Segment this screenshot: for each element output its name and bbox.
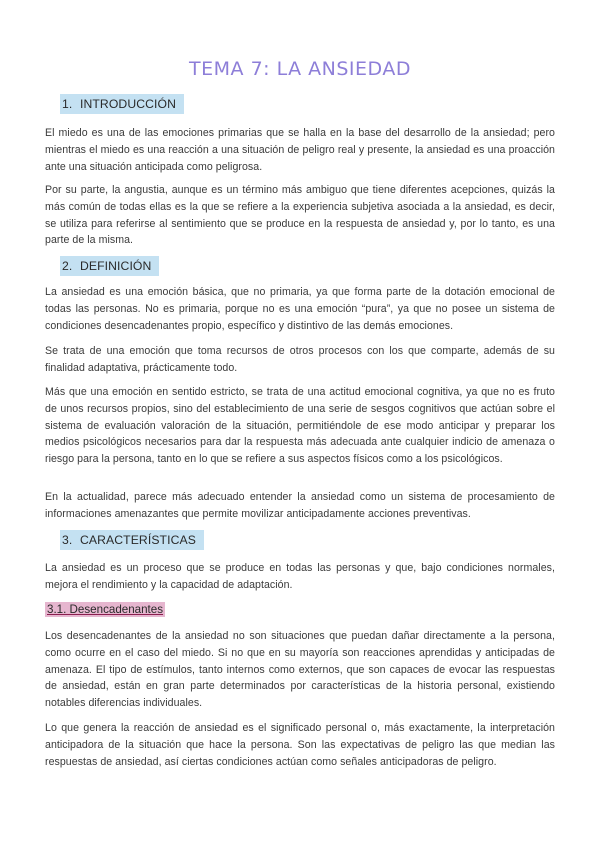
section-heading-caracteristicas <box>60 530 204 550</box>
section-heading-text: CARACTERÍSTICAS <box>80 533 196 547</box>
paragraph: El miedo es una de las emociones primarias que se halla en la base del desarrollo de la ansiedad; pero mientras el miedo es una reacción a una situación de peligro real y presente, la ansiedad es una proacción ante una situación anticipada como peligrosa. <box>45 127 555 173</box>
section-number: 3. <box>62 533 73 547</box>
paragraph: La ansiedad es un proceso que se produce en todas las personas y que, bajo condiciones normales, mejora el rendimiento y la capacidad de adaptación. <box>45 562 555 591</box>
paragraph: Los desencadenantes de la ansiedad no son situaciones que puedan dañar directamente a la persona, como ocurre en el caso del miedo. Si no que en su mayoría son reacciones aprendidas y anticipadas de amenaza. El tipo de estímulos, tanto internos como externos, que son capaces de evocar las respuestas de ansiedad, están en gran parte determinados por características de la historia personal, existiendo notables diferencias individuales. <box>45 630 555 710</box>
paragraph: Lo que genera la reacción de ansiedad es el significado personal o, más exactamente, la interpretación anticipadora de la situación que hace la persona. Son las expectativas de peligro las que median las respuestas de ansiedad, así ciertas condiciones actúan como señales anticipadoras de peligro. <box>45 722 555 768</box>
paragraph: En la actualidad, parece más adecuado entender la ansiedad como un sistema de procesamiento de informaciones amenazantes que permite movilizar anticipadamente acciones preventivas. <box>45 491 555 520</box>
paragraph: Más que una emoción en sentido estricto, se trata de una actitud emocional cognitiva, ya que no es fruto de unos recursos propios, sino del establecimiento de una serie de sesgos cognitivos que actúan sobre el sistema de evaluación valoración de la situación, permitiéndole de ese modo anticipar y preparar los medios psicológicos necesarios para dar la respuesta más adecuada ante cualquier indicio de amenaza o riesgo para la persona, tanto en lo que se refiere a sus aspectos físicos como a los psicológicos. <box>45 386 555 466</box>
paragraph: Por su parte, la angustia, aunque es un término más ambiguo que tiene diferentes acepciones, quizás la más común de todas ellas es la que se refiere a la experiencia subjetiva asociada a la ansiedad, es decir, se utiliza para referirse al sentimiento que se produce en la respuesta de ansiedad y, por lo tanto, es una parte de la misma. <box>45 184 555 247</box>
section-heading-introduccion <box>60 94 184 114</box>
section-number: 2. <box>62 259 73 273</box>
section-heading-definicion <box>60 256 159 276</box>
section-number: 1. <box>62 97 73 111</box>
section-heading-text: INTRODUCCIÓN <box>80 97 176 111</box>
paragraph: La ansiedad es una emoción básica, que no primaria, ya que forma parte de la dotación emocional de todas las personas. No es primaria, porque no es una emoción “pura”, ya que no posee un sistema de condiciones desencadenantes propio, específico y distintivo de las demás emociones. <box>45 286 555 332</box>
section-heading-text: DEFINICIÓN <box>80 259 152 273</box>
subsection-heading-desencadenantes: 3.1. Desencadenantes <box>47 603 164 616</box>
paragraph: Se trata de una emoción que toma recursos de otros procesos con los que comparte, además de su finalidad adaptativa, prácticamente todo. <box>45 345 555 374</box>
page-title: TEMA 7: LA ANSIEDAD <box>189 58 411 80</box>
